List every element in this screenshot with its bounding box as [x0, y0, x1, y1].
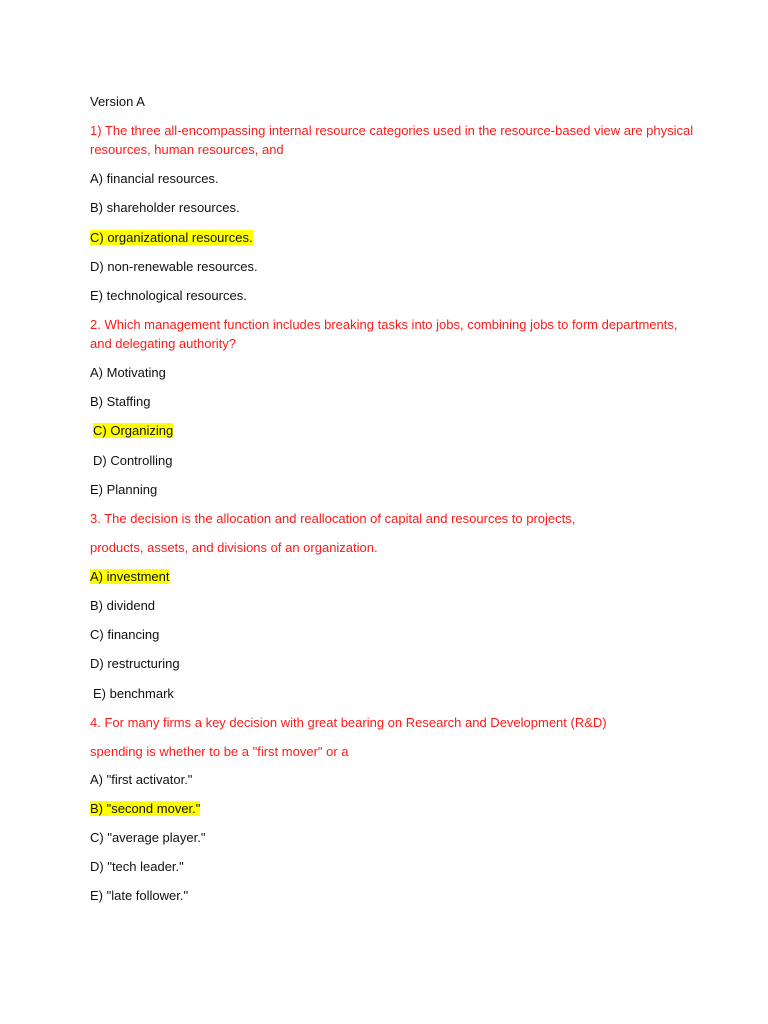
question-2-option-c — [90, 421, 693, 440]
question-2-option-d: D) Controlling — [93, 453, 173, 468]
correct-answer-highlight: B) "second mover." — [90, 801, 201, 816]
question-3-option-b: B) dividend — [90, 598, 156, 613]
question-1-option-b: B) shareholder resources. — [90, 200, 240, 215]
question-4-option-b — [90, 799, 690, 818]
question-3-prompt-line-1: 3. The decision is the allocation and reallocation of capital and resources to projects, — [90, 511, 576, 526]
question-3-option-a — [90, 567, 690, 586]
version-label: Version A — [90, 94, 145, 109]
question-1-option-a: A) financial resources. — [90, 171, 219, 186]
question-4-option-d: D) "tech leader." — [90, 859, 184, 874]
question-2-option-b: B) Staffing — [90, 394, 151, 409]
question-2-prompt-line-2: and delegating authority? — [90, 336, 237, 351]
question-2-option-e: E) Planning — [90, 482, 158, 497]
question-4-option-c: C) "average player." — [90, 830, 206, 845]
question-2-option-a: A) Motivating — [90, 365, 166, 380]
question-2-prompt-line-1: 2. Which management function includes breaking tasks into jobs, combining jobs to form departments, — [90, 317, 678, 332]
question-3-option-d: D) restructuring — [90, 656, 180, 671]
question-1-option-d: D) non-renewable resources. — [90, 259, 258, 274]
question-4-option-e: E) "late follower." — [90, 888, 189, 903]
question-4-prompt-line-2: spending is whether to be a "first mover" or a — [90, 744, 349, 759]
question-3-option-e: E) benchmark — [93, 686, 174, 701]
question-3-option-c: C) financing — [90, 627, 160, 642]
question-4-option-a: A) "first activator." — [90, 772, 193, 787]
correct-answer-highlight: A) investment — [90, 569, 170, 584]
question-1-prompt-line-2: resources, human resources, and — [90, 142, 284, 157]
question-1-option-e: E) technological resources. — [90, 288, 247, 303]
question-4-prompt-line-1: 4. For many firms a key decision with great bearing on Research and Development (R&D) — [90, 715, 607, 730]
correct-answer-highlight: C) organizational resources. — [90, 230, 253, 245]
question-1-prompt-line-1: 1) The three all-encompassing internal resource categories used in the resource-based view are physical — [90, 123, 694, 138]
correct-answer-highlight: C) Organizing — [93, 423, 174, 438]
question-1-option-c — [90, 228, 690, 247]
question-3-prompt-line-2: products, assets, and divisions of an organization. — [90, 540, 378, 555]
